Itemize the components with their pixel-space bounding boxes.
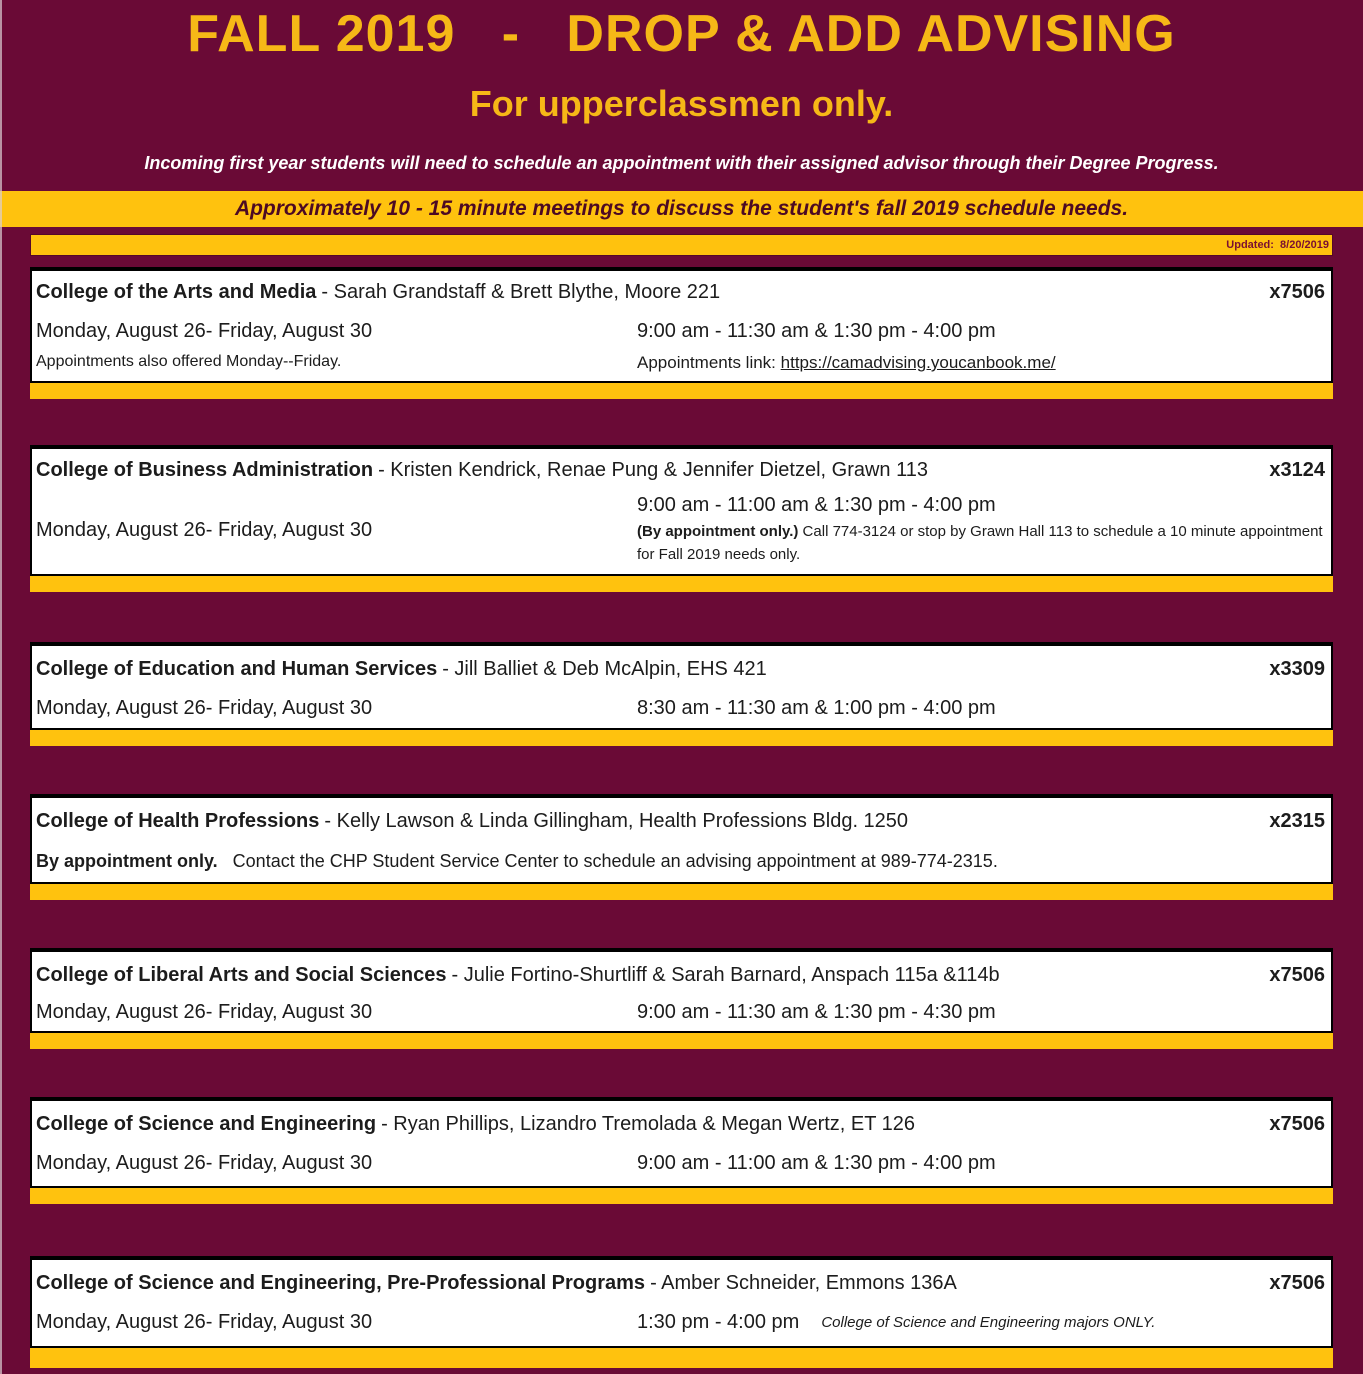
first-year-note: Incoming first year students will need to schedule an appointment with their assigned advisor through their Degree Progress. <box>144 152 1219 173</box>
gold-divider <box>30 1033 1333 1049</box>
college-name: College of Health Professions <box>36 810 320 833</box>
page-subtitle: For upperclassmen only. <box>469 83 894 125</box>
college-name: College of Science and Engineering <box>36 1113 377 1136</box>
college-name: College of Science and Engineering, Pre-Professional Programs <box>36 1272 646 1295</box>
header <box>0 0 1363 174</box>
gold-divider <box>30 576 1333 592</box>
gold-divider <box>30 884 1333 900</box>
majors-only-note: College of Science and Engineering majors ONLY. <box>821 1314 1156 1332</box>
gold-divider <box>30 730 1333 746</box>
phone-extension: x7506 <box>1269 280 1325 303</box>
gold-divider <box>30 383 1333 399</box>
appointments-note: Appointments also offered Monday--Friday. <box>36 352 342 370</box>
card-health-professions <box>30 794 1333 884</box>
college-staff: - Julie Fortino-Shurtliff & Sarah Barnard, Anspach 115a &114b <box>451 964 1000 987</box>
schedule-row <box>32 1311 1331 1346</box>
phone-extension: x7506 <box>1269 964 1325 987</box>
by-appointment-label: By appointment only. <box>36 851 218 872</box>
card-title-row <box>32 810 1331 833</box>
updated-date: Updated: 8/20/2019 <box>1226 238 1329 251</box>
college-name: College of Liberal Arts and Social Sciences <box>36 964 447 987</box>
card-title-row <box>32 964 1331 987</box>
times: 9:00 am - 11:00 am & 1:30 pm - 4:00 pm <box>637 493 996 516</box>
card-business-administration <box>30 445 1333 577</box>
gold-divider <box>30 1188 1333 1204</box>
booking-link[interactable]: https://camadvising.youcanbook.me/ <box>780 352 1056 372</box>
by-appointment-label: (By appointment only.) <box>637 522 799 540</box>
college-staff: - Ryan Phillips, Lizandro Tremolada & Megan Wertz, ET 126 <box>381 1113 916 1136</box>
college-name-line <box>36 281 1269 304</box>
schedule-row <box>32 1001 1331 1031</box>
dates: Monday, August 26- Friday, August 30 <box>36 1152 373 1175</box>
card-title-row <box>32 281 1331 304</box>
page-title: FALL 2019 - DROP & ADD ADVISING <box>187 5 1176 63</box>
college-staff: - Kristen Kendrick, Renae Pung & Jennifer Dietzel, Grawn 113 <box>378 458 928 481</box>
times-block <box>637 494 1331 567</box>
college-name-line <box>36 459 1269 482</box>
times: 1:30 pm - 4:00 pm <box>637 1311 800 1334</box>
college-name-line <box>36 810 1269 833</box>
dates: Monday, August 26- Friday, August 30 <box>36 1001 373 1024</box>
dates: Monday, August 26- Friday, August 30 <box>36 518 373 541</box>
college-name-line <box>36 1272 1269 1295</box>
phone-extension: x7506 <box>1269 1113 1325 1136</box>
times-block <box>637 1311 1331 1334</box>
college-name: College of Education and Human Services <box>36 658 438 681</box>
phone-extension: x2315 <box>1269 810 1325 833</box>
appointments-link-label: Appointments link: <box>637 352 781 372</box>
appointment-details: Contact the CHP Student Service Center to schedule an advising appointment at 989-774-2315. <box>227 851 998 872</box>
appointment-instructions <box>637 520 1327 567</box>
updated-strip <box>30 234 1333 256</box>
times: 9:00 am - 11:00 am & 1:30 pm - 4:00 pm <box>637 1152 996 1175</box>
card-title-row <box>32 1113 1331 1136</box>
appointment-details: Call 774-3124 or stop by Grawn Hall 113 to schedule a 10 minute appointment for Fall 2019 needs only. <box>637 522 1323 564</box>
times: 8:30 am - 11:30 am & 1:00 pm - 4:00 pm <box>637 697 996 720</box>
phone-extension: x3124 <box>1269 458 1325 481</box>
schedule-row <box>32 320 1331 343</box>
schedule-row <box>32 697 1331 728</box>
card-education-human-services <box>30 642 1333 730</box>
dates: Monday, August 26- Friday, August 30 <box>36 1311 373 1334</box>
dates: Monday, August 26- Friday, August 30 <box>36 697 373 720</box>
schedule-row <box>32 1152 1331 1186</box>
card-science-engineering <box>30 1097 1333 1188</box>
card-science-engineering-preprofessional <box>30 1256 1333 1348</box>
phone-extension: x7506 <box>1269 1272 1325 1295</box>
card-arts-and-media <box>30 267 1333 383</box>
notes-row <box>32 353 1331 381</box>
card-title-row <box>32 658 1331 681</box>
card-liberal-arts-social-sciences <box>30 948 1333 1033</box>
meeting-info-banner <box>0 191 1363 227</box>
college-name: College of Business Administration <box>36 458 374 481</box>
card-title-row <box>32 459 1331 482</box>
college-name-line <box>36 1113 1269 1136</box>
college-name-line <box>36 964 1269 987</box>
college-staff: - Amber Schneider, Emmons 136A <box>650 1272 957 1295</box>
college-name-line <box>36 658 1269 681</box>
college-name: College of the Arts and Media <box>36 280 317 303</box>
appointment-instructions <box>32 851 1331 882</box>
schedule-row <box>32 494 1331 575</box>
meeting-info-text: Approximately 10 - 15 minute meetings to discuss the student's fall 2019 schedule needs. <box>234 196 1129 220</box>
dates: Monday, August 26- Friday, August 30 <box>36 319 373 342</box>
college-staff: - Sarah Grandstaff & Brett Blythe, Moore 221 <box>321 280 721 303</box>
card-title-row <box>32 1272 1331 1295</box>
times: 9:00 am - 11:30 am & 1:30 pm - 4:30 pm <box>637 1001 996 1024</box>
college-staff: - Kelly Lawson & Linda Gillingham, Health Professions Bldg. 1250 <box>324 810 909 833</box>
gold-divider <box>30 1348 1333 1368</box>
times: 9:00 am - 11:30 am & 1:30 pm - 4:00 pm <box>637 319 996 342</box>
appointments-link-line <box>637 353 1331 373</box>
phone-extension: x3309 <box>1269 658 1325 681</box>
college-staff: - Jill Balliet & Deb McAlpin, EHS 421 <box>442 658 767 681</box>
